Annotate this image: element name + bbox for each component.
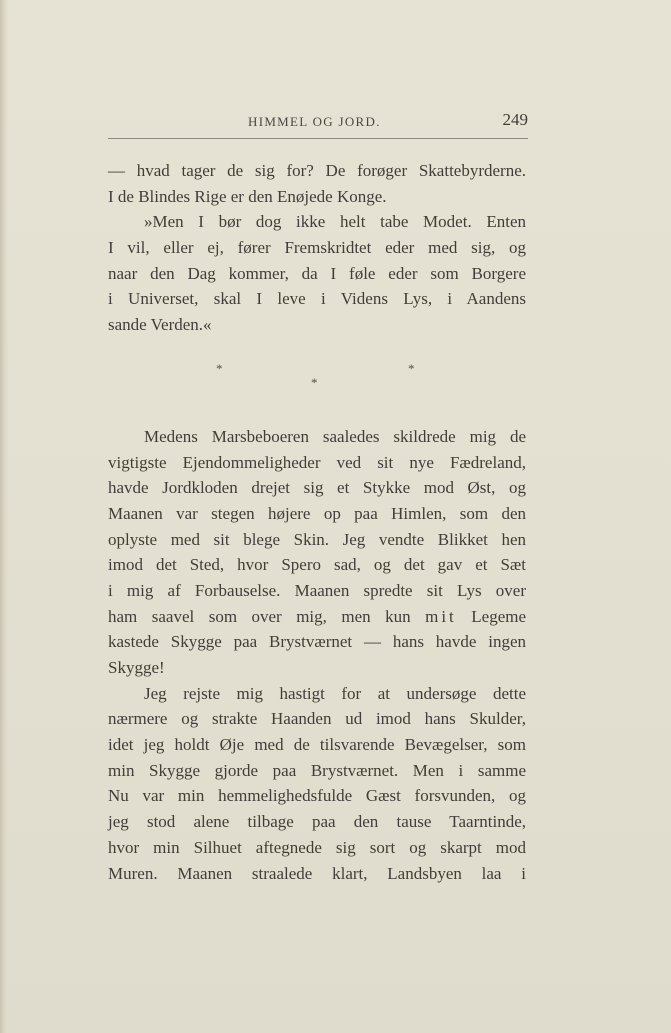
text-line: I de Blindes Rige er den Enøjede Konge. — [108, 186, 387, 206]
body-text — [108, 158, 526, 886]
text-segment: ham saavel som over mig, men kun — [108, 606, 411, 626]
section-separator — [108, 338, 526, 410]
text-line: vigtigste Ejendommeligheder ved sit nye Fædreland, — [108, 452, 526, 472]
separator-star: * — [216, 360, 223, 376]
text-line: Skygge! — [108, 658, 165, 677]
text-line: — hvad tager de sig for? De forøger Skattebyrderne. — [108, 161, 526, 180]
text-line: Medens Marsbeboeren saaledes skildrede mig de — [144, 426, 526, 446]
text-line: jeg stod alene tilbage paa den tause Taarntinde, — [108, 812, 526, 832]
paragraph-1 — [108, 158, 526, 209]
text-line: oplyste med sit blege Skin. Jeg vendte Blikket hen — [108, 529, 526, 549]
text-segment: Legeme — [471, 606, 527, 626]
separator-star: * — [408, 360, 415, 376]
text-line: Nu var min hemmelighedsfulde Gæst forsvunden, og — [108, 786, 526, 806]
text-line: naar den Dag kommer, da I føle eder som Borgere — [108, 263, 526, 283]
running-title: HIMMEL OG JORD. — [248, 114, 381, 129]
text-line: Maanen var stegen højere op paa Himlen, som den — [108, 503, 526, 523]
paragraph-2 — [108, 209, 526, 337]
text-line: min Skygge gjorde paa Brystværnet. Men i samme — [108, 760, 526, 780]
text-line: imod det Sted, hvor Spero sad, og det gav et Sæt — [108, 555, 526, 575]
paragraph-3 — [108, 424, 526, 681]
text-line: nærmere og strakte Haanden ud imod hans Skulder, — [108, 709, 526, 729]
emphasized-word: mit — [425, 606, 457, 626]
text-line: I vil, eller ej, fører Fremskridtet eder med sig, og — [108, 238, 526, 258]
header-rule — [108, 138, 528, 139]
text-line: sande Verden.« — [108, 315, 212, 335]
text-line: Jeg rejste mig hastigt for at undersøge dette — [144, 683, 526, 703]
page-edge-shadow — [0, 0, 8, 1033]
text-line: Muren. Maanen straalede klart, Landsbyen laa i — [108, 863, 526, 883]
text-line: »Men I bør dog ikke helt tabe Modet. Enten — [144, 212, 526, 232]
text-line: hvor min Silhuet aftegnede sig sort og skarpt mod — [108, 837, 526, 857]
text-line: idet jeg holdt Øje med de tilsvarende Bevægelser, som — [108, 735, 526, 755]
separator-star: * — [311, 374, 318, 390]
text-line: i Universet, skal I leve i Videns Lys, i Aandens — [108, 289, 526, 309]
text-line: havde Jordkloden drejet sig et Stykke mod Øst, og — [108, 478, 526, 498]
text-line: kastede Skygge paa Brystværnet — hans havde ingen — [108, 632, 526, 652]
paragraph-4 — [108, 681, 526, 887]
text-line: i mig af Forbauselse. Maanen spredte sit Lys over — [108, 580, 526, 600]
page-header — [108, 104, 528, 140]
page-number: 249 — [502, 110, 528, 129]
text-line — [108, 604, 526, 630]
